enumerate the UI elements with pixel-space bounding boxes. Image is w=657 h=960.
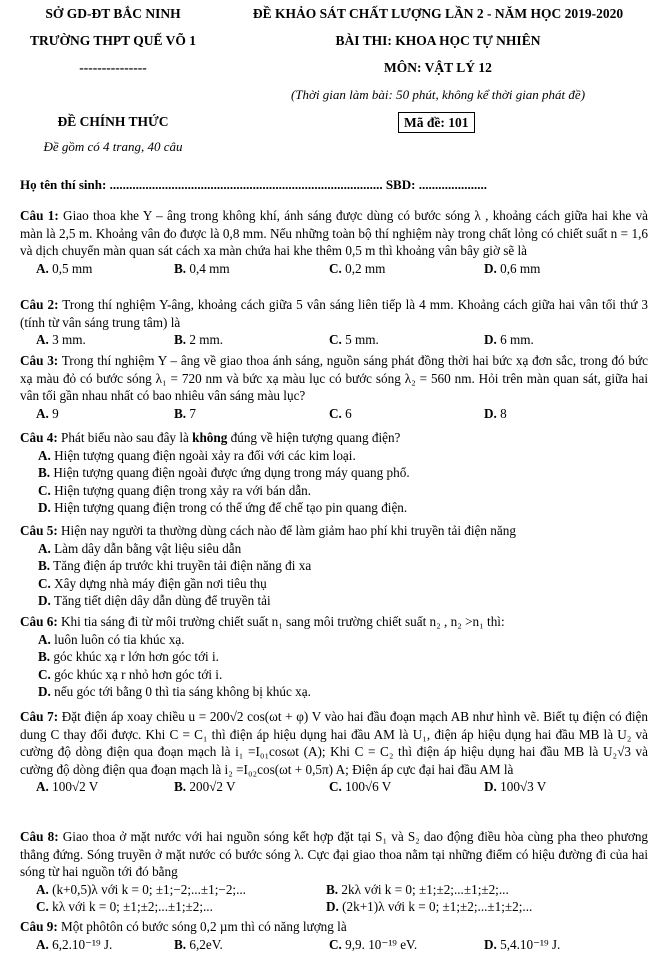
school-name: TRƯỜNG THPT QUẾ VÕ 1 — [29, 33, 197, 48]
option-a: A. 9 — [36, 405, 59, 421]
option-a: A. (k+0,5)λ với k = 0; ±1;−2;...±1;−2;... — [36, 881, 246, 897]
question-text: Một phôtôn có bước sóng 0,2 µm thì có năng lượng là — [61, 919, 347, 934]
question-label: Câu 8: — [20, 829, 59, 844]
option-d: D. Tăng tiết diện dây dẫn dùng để truyền tải — [38, 593, 271, 609]
question-text: Phát biểu nào sau đây là không đúng về hiện tượng quang điện? — [61, 430, 401, 445]
question-7 — [20, 708, 648, 796]
option-c: C. 9,9. 10⁻¹⁹ eV. — [329, 936, 418, 952]
question-4 — [20, 429, 648, 517]
option-a: A. 3 mm. — [36, 332, 86, 348]
time-note: (Thời gian làm bài: 50 phút, không kể thời gian phát đề) — [290, 87, 586, 102]
student-name-label: Họ tên thí sinh: .................................................................................... — [20, 177, 383, 192]
option-d: D. Hiện tượng quang điện trong có thể ứng để chế tạo pin quang điện. — [38, 500, 408, 516]
option-c: C. 0,2 mm — [329, 260, 386, 276]
option-b: B. 6,2eV. — [174, 936, 223, 952]
question-text: Giao thoa khe Y – âng trong không khí, ánh sáng được dùng có bước sóng λ , khoảng cách giữa hai khe và màn là 2,5 m. Khoảng vân đo được là 0,8 mm. Nếu những toàn bộ thí nghiệm này trong chất lỏng có chiết suất n = 1,6 và dịch chuyển màn quan sát cách xa màn chứa hai khe thêm 0,5 m thì khoảng vân bây giờ sẽ là — [20, 208, 649, 259]
option-a: A. 100√2 V — [36, 779, 99, 795]
question-2 — [20, 296, 648, 349]
option-a: A. Hiện tượng quang điện ngoài xảy ra đối với các kim loại. — [38, 447, 356, 463]
question-text: Hiện nay người ta thường dùng cách nào để làm giảm hao phí khi truyền tải điện năng — [61, 523, 516, 538]
question-label: Câu 5: — [20, 523, 58, 538]
option-b: B. góc khúc xạ r lớn hơn góc tới i. — [38, 649, 219, 665]
option-d: D. (2k+1)λ với k = 0; ±1;±2;...±1;±2;... — [326, 899, 533, 915]
subject-name: MÔN: VẬT LÝ 12 — [384, 60, 492, 75]
option-d: D. 5,4.10⁻¹⁹ J. — [484, 936, 561, 952]
official-label: ĐỀ CHÍNH THỨC — [57, 114, 169, 129]
option-c: C. kλ với k = 0; ±1;±2;...±1;±2;... — [36, 899, 213, 915]
option-b: B. 7 — [174, 405, 196, 421]
option-c: C. Xây dựng nhà máy điện gần nơi tiêu thụ — [38, 575, 267, 591]
option-c: C. Hiện tượng quang điện trong xảy ra với bán dẫn. — [38, 482, 312, 498]
student-sbd-label: SBD: ..................... — [385, 177, 487, 192]
question-5 — [20, 522, 648, 610]
question-6 — [20, 613, 648, 701]
question-label: Câu 1: — [20, 208, 59, 223]
option-c: C. góc khúc xạ r nhỏ hơn góc tới i. — [38, 666, 223, 682]
question-text: Khi tia sáng đi từ môi trường chiết suất n₁ sang môi trường chiết suất n₂ , n₂ >n₁ thì: — [61, 614, 505, 629]
exam-title: ĐỀ KHẢO SÁT CHẤT LƯỢNG LẦN 2 - NĂM HỌC 2019-2020 — [252, 6, 624, 21]
question-1 — [20, 207, 648, 277]
option-b: B. 2 mm. — [174, 332, 224, 348]
question-text: Trong thí nghiệm Y – âng về giao thoa ánh sáng, nguồn sáng phát đồng thời hai bức xạ đơn sắc, trong đó bức xạ màu đỏ có bước sóng λ₁ = 720 nm và bức xạ màu lục có bước sóng λ₂ = 560 nm. Hỏi trên màn quan sát, giữa hai vân tối gần nhau nhất có bao nhiêu vân sáng màu lục? — [20, 353, 648, 404]
option-a: A. Làm dây dẫn bằng vật liệu siêu dẫn — [38, 540, 242, 556]
student-name-line — [20, 177, 487, 193]
option-a: A. luôn luôn có tia khúc xạ. — [38, 631, 185, 647]
option-d: D. 100√3 V — [484, 779, 547, 795]
question-text: Trong thí nghiệm Y-âng, khoảng cách giữa 5 vân sáng liên tiếp là 4 mm. Khoảng cách giữa hai vân tối thứ 3 (tính từ vân sáng trung tâm) là — [20, 297, 649, 330]
option-a: A. 6,2.10⁻¹⁹ J. — [36, 936, 113, 952]
option-d: D. 8 — [484, 405, 507, 421]
question-8 — [20, 828, 648, 916]
option-b: B. Hiện tượng quang điện ngoài được ứng dụng trong máy quang phổ. — [38, 465, 410, 481]
option-d: D. 6 mm. — [484, 332, 534, 348]
question-text: Đặt điện áp xoay chiều u = 200√2 cos(ωt + φ) V vào hai đầu đoạn mạch AB như hình vẽ. Biết tụ điện có điện dung C thay đổi được. Khi C = C₁ thì điện áp hiệu dụng hai đầu AM là U₁, điện áp hiệu dụng hai đầu MB là U₂ và cường độ dòng điện qua đoạn mạch là i₁ =I₀₁cosωt (A); Khi C = C₂ thì điện áp hiệu dụng hai đầu MB là U₂√3 và cường độ dòng điện qua đoạn mạch là i₂ =I₀₂cos(ωt + 0,5π) A; Điện áp cực đại hai đầu AM là — [20, 709, 648, 777]
question-9 — [20, 918, 648, 953]
option-b: B. 0,4 mm — [174, 260, 230, 276]
pages-note: Đề gồm có 4 trang, 40 câu — [43, 139, 183, 154]
department-name: SỞ GD-ĐT BẮC NINH — [45, 6, 181, 21]
option-b: B. 2kλ với k = 0; ±1;±2;...±1;±2;... — [326, 881, 509, 897]
question-text: Giao thoa ở mặt nước với hai nguồn sóng kết hợp đặt tại S₁ và S₂ dao động điều hòa cùng pha theo phương thẳng đứng. Sóng truyền ở mặt nước có bước sóng λ. Cực đại giao thoa nằm tại những điểm có hiệu đường đi của hai sóng từ hai nguồn tới đó bằng — [20, 829, 649, 880]
option-c: C. 5 mm. — [329, 332, 379, 348]
question-label: Câu 2: — [20, 297, 59, 312]
option-c: C. 6 — [329, 405, 352, 421]
exam-code-box: Mã đề: 101 — [398, 112, 475, 133]
question-label: Câu 3: — [20, 353, 59, 368]
question-label: Câu 6: — [20, 614, 58, 629]
option-d: D. nếu góc tới bằng 0 thì tia sáng không bị khúc xạ. — [38, 684, 311, 700]
question-label: Câu 7: — [20, 709, 59, 724]
question-3 — [20, 352, 648, 422]
question-label: Câu 9: — [20, 919, 58, 934]
option-d: D. 0,6 mm — [484, 260, 541, 276]
test-name: BÀI THI: KHOA HỌC TỰ NHIÊN — [335, 33, 541, 48]
header-divider: --------------- — [79, 60, 147, 75]
option-a: A. 0,5 mm — [36, 260, 93, 276]
option-c: C. 100√6 V — [329, 779, 392, 795]
option-b: B. 200√2 V — [174, 779, 236, 795]
question-label: Câu 4: — [20, 430, 58, 445]
option-b: B. Tăng điện áp trước khi truyền tải điện năng đi xa — [38, 558, 312, 574]
